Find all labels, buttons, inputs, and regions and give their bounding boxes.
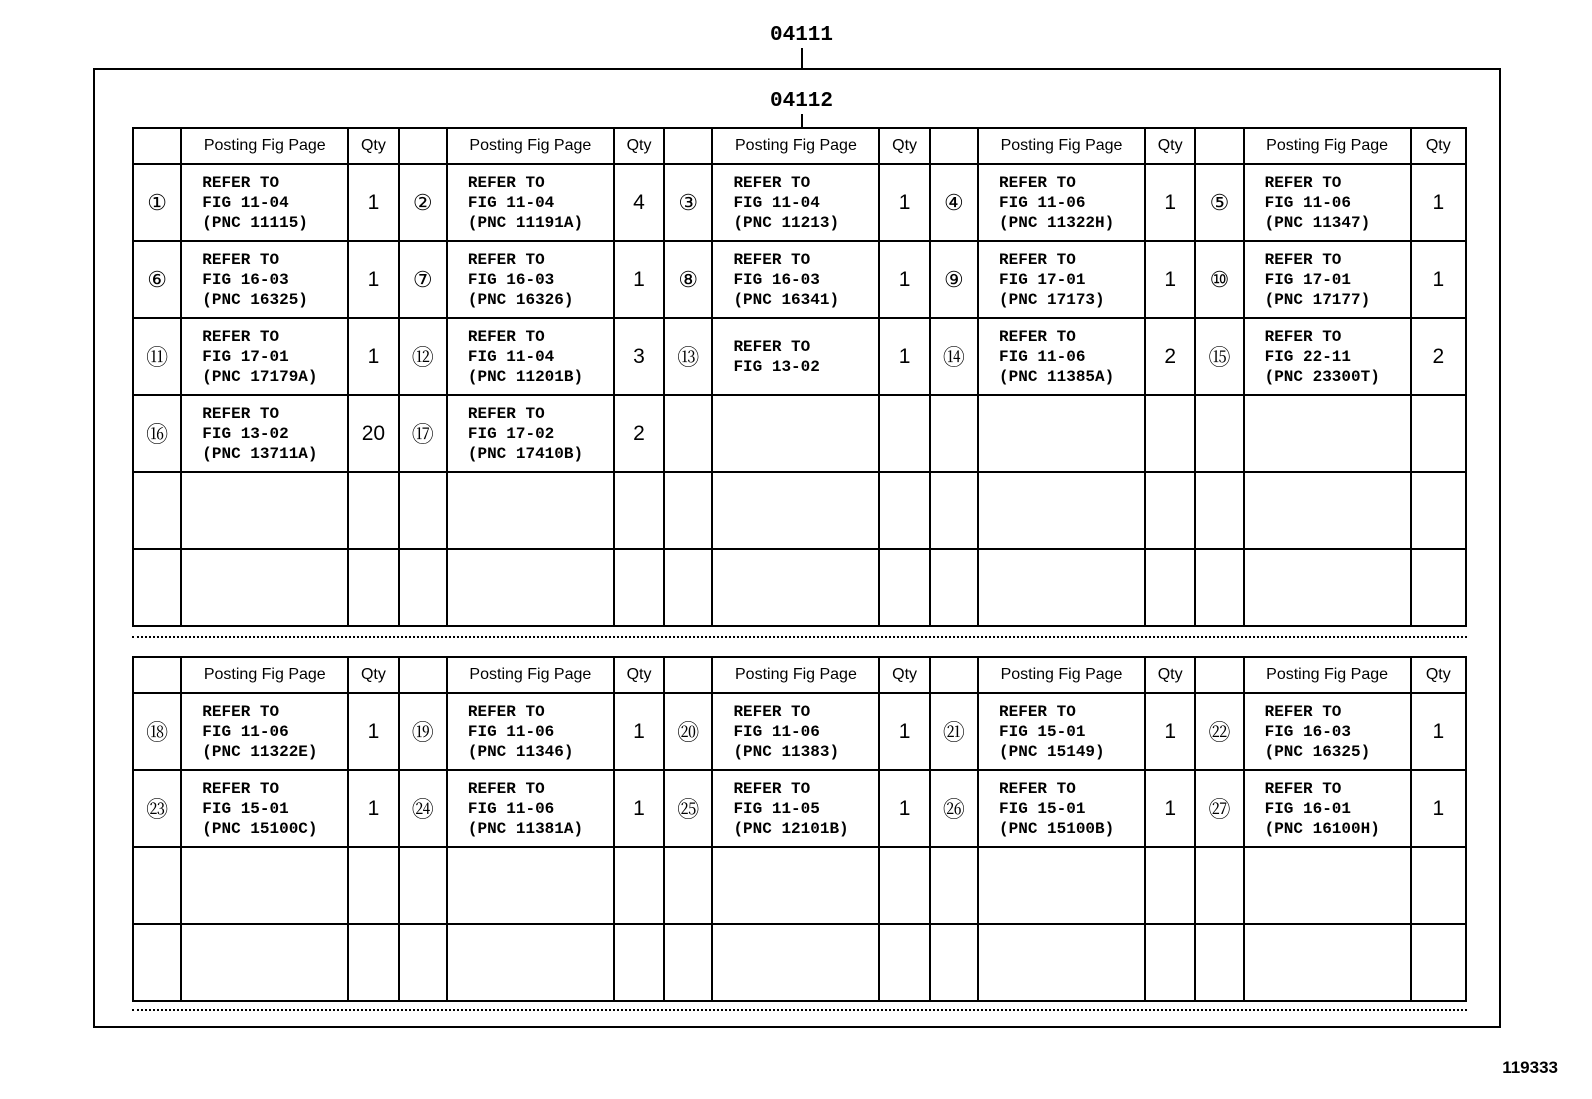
item-qty bbox=[879, 847, 929, 924]
reference-line: FIG 11-04 bbox=[202, 193, 289, 212]
item-number: ㉗ bbox=[1195, 770, 1243, 847]
item-number: ⑬ bbox=[664, 318, 712, 395]
posting-reference bbox=[181, 472, 348, 549]
reference-line: REFER TO bbox=[1264, 779, 1342, 798]
reference-line: (PNC 11115) bbox=[202, 213, 308, 232]
reference-line: FIG 15-01 bbox=[202, 799, 289, 818]
item-number: ⑦ bbox=[399, 241, 447, 318]
item-qty: 1 bbox=[348, 770, 398, 847]
posting-reference bbox=[1244, 549, 1411, 626]
item-number bbox=[930, 847, 978, 924]
reference-line: (PNC 23300T) bbox=[1264, 367, 1380, 386]
posting-reference bbox=[978, 318, 1145, 395]
reference-line: (PNC 11383) bbox=[733, 742, 840, 761]
item-qty bbox=[1145, 472, 1195, 549]
header-posting-fig-page: Posting Fig Page bbox=[447, 128, 614, 164]
item-qty: 1 bbox=[1145, 693, 1195, 770]
reference-line: FIG 11-06 bbox=[467, 722, 555, 741]
table-header-row bbox=[133, 128, 1466, 164]
item-number: ㉓ bbox=[133, 770, 181, 847]
table-row bbox=[133, 318, 1466, 395]
header-posting-fig-page: Posting Fig Page bbox=[712, 128, 879, 164]
item-number: ㉔ bbox=[399, 770, 447, 847]
header-blank-cell bbox=[399, 128, 447, 164]
table-row bbox=[133, 164, 1466, 241]
posting-reference bbox=[978, 549, 1145, 626]
posting-reference bbox=[447, 847, 614, 924]
posting-reference bbox=[712, 693, 879, 770]
posting-reference bbox=[712, 847, 879, 924]
posting-reference bbox=[447, 924, 614, 1001]
inner-code-leader bbox=[801, 114, 803, 128]
posting-reference bbox=[978, 241, 1145, 318]
posting-reference bbox=[712, 770, 879, 847]
header-blank-cell bbox=[930, 657, 978, 693]
reference-line: FIG 16-03 bbox=[467, 270, 555, 289]
posting-reference bbox=[181, 847, 348, 924]
posting-reference bbox=[447, 395, 614, 472]
item-number bbox=[1195, 549, 1243, 626]
posting-reference bbox=[1244, 241, 1411, 318]
table-row bbox=[133, 472, 1466, 549]
item-number bbox=[664, 549, 712, 626]
posting-reference bbox=[181, 318, 348, 395]
item-qty bbox=[879, 549, 929, 626]
item-qty bbox=[614, 847, 664, 924]
item-number: ① bbox=[133, 164, 181, 241]
reference-line: REFER TO bbox=[202, 702, 280, 721]
posting-reference bbox=[978, 847, 1145, 924]
item-number bbox=[399, 472, 447, 549]
header-posting-fig-page: Posting Fig Page bbox=[1244, 128, 1411, 164]
table-row bbox=[133, 241, 1466, 318]
posting-reference bbox=[712, 924, 879, 1001]
item-qty bbox=[348, 472, 398, 549]
item-number bbox=[1195, 924, 1243, 1001]
item-number bbox=[930, 924, 978, 1001]
table-row bbox=[133, 770, 1466, 847]
item-qty: 2 bbox=[1411, 318, 1466, 395]
reference-line: FIG 11-06 bbox=[733, 722, 820, 741]
item-number bbox=[133, 549, 181, 626]
posting-reference bbox=[447, 164, 614, 241]
header-blank-cell bbox=[664, 657, 712, 693]
posting-reference bbox=[181, 770, 348, 847]
inner-code-label: 04112 bbox=[770, 90, 834, 113]
reference-line: REFER TO bbox=[999, 327, 1076, 346]
posting-reference bbox=[978, 924, 1145, 1001]
item-qty bbox=[614, 472, 664, 549]
posting-reference bbox=[1244, 847, 1411, 924]
reference-line: (PNC 15100C) bbox=[202, 819, 318, 838]
item-qty bbox=[1411, 924, 1466, 1001]
reference-line: (PNC 11201B) bbox=[467, 367, 584, 386]
posting-reference bbox=[181, 395, 348, 472]
reference-line: REFER TO bbox=[467, 250, 545, 269]
item-number: ③ bbox=[664, 164, 712, 241]
item-qty: 1 bbox=[879, 770, 929, 847]
item-number bbox=[399, 847, 447, 924]
item-number: ⑰ bbox=[399, 395, 447, 472]
reference-line: FIG 15-01 bbox=[999, 799, 1086, 818]
reference-line: REFER TO bbox=[733, 337, 811, 356]
item-qty bbox=[1411, 549, 1466, 626]
header-qty: Qty bbox=[1411, 657, 1466, 693]
item-number: ㉒ bbox=[1195, 693, 1243, 770]
table-row bbox=[133, 395, 1466, 472]
posting-reference bbox=[447, 241, 614, 318]
posting-reference bbox=[1244, 472, 1411, 549]
top-code-label: 04111 bbox=[770, 24, 834, 47]
item-number: ⑨ bbox=[930, 241, 978, 318]
item-number bbox=[133, 847, 181, 924]
item-qty: 3 bbox=[614, 318, 664, 395]
reference-line: REFER TO bbox=[999, 779, 1076, 798]
item-number bbox=[133, 472, 181, 549]
item-qty bbox=[879, 472, 929, 549]
item-qty: 20 bbox=[348, 395, 398, 472]
item-number: ⑩ bbox=[1195, 241, 1243, 318]
posting-reference bbox=[1244, 693, 1411, 770]
header-posting-fig-page: Posting Fig Page bbox=[1244, 657, 1411, 693]
table-row bbox=[133, 549, 1466, 626]
table-divider bbox=[132, 636, 1467, 638]
item-qty: 1 bbox=[1145, 770, 1195, 847]
header-posting-fig-page: Posting Fig Page bbox=[181, 657, 348, 693]
kit-table-lower bbox=[132, 656, 1467, 1002]
posting-reference bbox=[181, 164, 348, 241]
reference-line: FIG 11-06 bbox=[467, 799, 555, 818]
item-qty: 1 bbox=[614, 770, 664, 847]
item-number: ㉑ bbox=[930, 693, 978, 770]
item-number: ⑲ bbox=[399, 693, 447, 770]
header-qty: Qty bbox=[1145, 657, 1195, 693]
reference-line: REFER TO bbox=[202, 173, 280, 192]
item-number: ⑱ bbox=[133, 693, 181, 770]
posting-reference bbox=[1244, 924, 1411, 1001]
reference-line: (PNC 11322E) bbox=[202, 742, 318, 761]
item-qty: 1 bbox=[614, 241, 664, 318]
posting-reference bbox=[712, 472, 879, 549]
header-blank-cell bbox=[1195, 657, 1243, 693]
item-number bbox=[133, 924, 181, 1001]
item-qty bbox=[348, 924, 398, 1001]
item-number: ② bbox=[399, 164, 447, 241]
reference-line: (PNC 15100B) bbox=[999, 819, 1115, 838]
item-qty bbox=[1145, 549, 1195, 626]
item-number: ⑮ bbox=[1195, 318, 1243, 395]
item-number: ⑧ bbox=[664, 241, 712, 318]
posting-reference bbox=[181, 693, 348, 770]
reference-line: (PNC 11213) bbox=[733, 213, 840, 232]
reference-line: FIG 11-06 bbox=[999, 193, 1086, 212]
reference-line: FIG 11-04 bbox=[467, 347, 555, 366]
reference-line: FIG 16-01 bbox=[1264, 799, 1352, 818]
reference-line: FIG 17-01 bbox=[999, 270, 1086, 289]
item-qty bbox=[879, 395, 929, 472]
header-posting-fig-page: Posting Fig Page bbox=[447, 657, 614, 693]
table-row bbox=[133, 924, 1466, 1001]
item-qty: 1 bbox=[879, 318, 929, 395]
item-number: ⑪ bbox=[133, 318, 181, 395]
item-qty: 1 bbox=[879, 241, 929, 318]
reference-line: FIG 22-11 bbox=[1264, 347, 1352, 366]
reference-line: REFER TO bbox=[1264, 327, 1342, 346]
reference-line: FIG 11-04 bbox=[733, 193, 820, 212]
header-blank-cell bbox=[399, 657, 447, 693]
reference-line: (PNC 16326) bbox=[467, 290, 574, 309]
item-qty bbox=[348, 549, 398, 626]
item-number bbox=[930, 395, 978, 472]
reference-line: REFER TO bbox=[999, 173, 1076, 192]
item-qty: 1 bbox=[614, 693, 664, 770]
item-number: ⑭ bbox=[930, 318, 978, 395]
table-header-row bbox=[133, 657, 1466, 693]
item-qty: 1 bbox=[879, 164, 929, 241]
item-number bbox=[664, 847, 712, 924]
top-code-leader bbox=[801, 48, 803, 68]
item-number bbox=[930, 472, 978, 549]
posting-reference bbox=[447, 549, 614, 626]
item-qty: 1 bbox=[348, 241, 398, 318]
posting-reference bbox=[978, 472, 1145, 549]
item-number: ⑤ bbox=[1195, 164, 1243, 241]
reference-line: (PNC 11322H) bbox=[999, 213, 1115, 232]
item-number: ⑫ bbox=[399, 318, 447, 395]
reference-line: FIG 13-02 bbox=[202, 424, 289, 443]
table-row bbox=[133, 693, 1466, 770]
posting-reference bbox=[1244, 318, 1411, 395]
item-qty bbox=[1411, 847, 1466, 924]
item-qty: 4 bbox=[614, 164, 664, 241]
item-qty bbox=[1145, 924, 1195, 1001]
reference-line: (PNC 17173) bbox=[999, 290, 1105, 309]
item-qty: 1 bbox=[348, 318, 398, 395]
reference-line: FIG 16-03 bbox=[733, 270, 820, 289]
reference-line: (PNC 16325) bbox=[1264, 742, 1371, 761]
item-number bbox=[664, 472, 712, 549]
header-qty: Qty bbox=[879, 657, 929, 693]
item-qty: 1 bbox=[879, 693, 929, 770]
reference-line: (PNC 17410B) bbox=[467, 444, 584, 463]
reference-line: REFER TO bbox=[733, 779, 811, 798]
reference-line: FIG 16-03 bbox=[1264, 722, 1352, 741]
item-qty: 1 bbox=[1145, 164, 1195, 241]
reference-line: (PNC 17177) bbox=[1264, 290, 1371, 309]
reference-line: (PNC 17179A) bbox=[202, 367, 318, 386]
reference-line: (PNC 11385A) bbox=[999, 367, 1115, 386]
reference-line: FIG 11-06 bbox=[999, 347, 1086, 366]
reference-line: (PNC 11346) bbox=[467, 742, 574, 761]
item-number: ⑥ bbox=[133, 241, 181, 318]
posting-reference bbox=[181, 241, 348, 318]
reference-line: FIG 17-01 bbox=[1264, 270, 1352, 289]
reference-line: (PNC 13711A) bbox=[202, 444, 318, 463]
item-number bbox=[399, 924, 447, 1001]
reference-line: FIG 16-03 bbox=[202, 270, 289, 289]
item-qty: 2 bbox=[1145, 318, 1195, 395]
item-qty: 1 bbox=[348, 693, 398, 770]
posting-reference bbox=[447, 318, 614, 395]
posting-reference bbox=[447, 770, 614, 847]
posting-reference bbox=[1244, 770, 1411, 847]
reference-line: REFER TO bbox=[467, 779, 545, 798]
item-qty: 2 bbox=[614, 395, 664, 472]
reference-line: REFER TO bbox=[467, 327, 545, 346]
reference-line: REFER TO bbox=[733, 702, 811, 721]
item-number bbox=[1195, 847, 1243, 924]
header-blank-cell bbox=[133, 128, 181, 164]
item-number: ㉕ bbox=[664, 770, 712, 847]
posting-reference bbox=[447, 472, 614, 549]
header-qty: Qty bbox=[348, 657, 398, 693]
header-posting-fig-page: Posting Fig Page bbox=[181, 128, 348, 164]
table-divider bbox=[132, 1009, 1467, 1011]
reference-line: REFER TO bbox=[202, 779, 280, 798]
reference-line: REFER TO bbox=[202, 327, 280, 346]
reference-line: (PNC 11381A) bbox=[467, 819, 584, 838]
item-qty bbox=[1145, 847, 1195, 924]
header-posting-fig-page: Posting Fig Page bbox=[978, 128, 1145, 164]
item-qty bbox=[614, 924, 664, 1001]
item-qty: 1 bbox=[1411, 164, 1466, 241]
reference-line: FIG 11-04 bbox=[467, 193, 555, 212]
reference-line: REFER TO bbox=[999, 250, 1076, 269]
item-number bbox=[930, 549, 978, 626]
reference-line: FIG 17-01 bbox=[202, 347, 289, 366]
posting-reference bbox=[978, 395, 1145, 472]
posting-reference bbox=[181, 549, 348, 626]
posting-reference bbox=[1244, 395, 1411, 472]
reference-line: REFER TO bbox=[733, 250, 811, 269]
reference-line: REFER TO bbox=[1264, 250, 1342, 269]
reference-line: REFER TO bbox=[999, 702, 1076, 721]
posting-reference bbox=[1244, 164, 1411, 241]
reference-line: REFER TO bbox=[202, 404, 280, 423]
posting-reference bbox=[712, 549, 879, 626]
posting-reference bbox=[978, 164, 1145, 241]
header-qty: Qty bbox=[879, 128, 929, 164]
item-qty: 1 bbox=[1411, 770, 1466, 847]
posting-reference bbox=[978, 693, 1145, 770]
item-number bbox=[664, 395, 712, 472]
item-qty bbox=[348, 847, 398, 924]
item-qty bbox=[879, 924, 929, 1001]
item-qty: 1 bbox=[1411, 241, 1466, 318]
header-blank-cell bbox=[930, 128, 978, 164]
reference-line: (PNC 16325) bbox=[202, 290, 308, 309]
posting-reference bbox=[712, 164, 879, 241]
item-qty: 1 bbox=[1145, 241, 1195, 318]
posting-reference bbox=[447, 693, 614, 770]
item-qty: 1 bbox=[1411, 693, 1466, 770]
posting-reference bbox=[181, 924, 348, 1001]
item-number bbox=[1195, 472, 1243, 549]
reference-line: FIG 15-01 bbox=[999, 722, 1086, 741]
reference-line: (PNC 11347) bbox=[1264, 213, 1371, 232]
header-qty: Qty bbox=[1145, 128, 1195, 164]
reference-line: FIG 11-05 bbox=[733, 799, 820, 818]
item-qty bbox=[614, 549, 664, 626]
posting-reference bbox=[712, 241, 879, 318]
item-number: ⑳ bbox=[664, 693, 712, 770]
header-qty: Qty bbox=[614, 128, 664, 164]
reference-line: FIG 11-06 bbox=[1264, 193, 1352, 212]
reference-line: REFER TO bbox=[1264, 173, 1342, 192]
reference-line: FIG 17-02 bbox=[467, 424, 555, 443]
kit-table-upper bbox=[132, 127, 1467, 627]
item-number bbox=[1195, 395, 1243, 472]
reference-line: REFER TO bbox=[467, 173, 545, 192]
header-blank-cell bbox=[1195, 128, 1243, 164]
header-blank-cell bbox=[664, 128, 712, 164]
header-blank-cell bbox=[133, 657, 181, 693]
document-number: 119333 bbox=[1502, 1058, 1558, 1077]
reference-line: REFER TO bbox=[467, 404, 545, 423]
header-qty: Qty bbox=[614, 657, 664, 693]
item-number bbox=[399, 549, 447, 626]
reference-line: REFER TO bbox=[467, 702, 545, 721]
header-posting-fig-page: Posting Fig Page bbox=[978, 657, 1145, 693]
reference-line: (PNC 12101B) bbox=[733, 819, 849, 838]
reference-line: (PNC 15149) bbox=[999, 742, 1105, 761]
reference-line: (PNC 16100H) bbox=[1264, 819, 1380, 838]
table-row bbox=[133, 847, 1466, 924]
reference-line: REFER TO bbox=[202, 250, 280, 269]
posting-reference bbox=[712, 318, 879, 395]
item-number bbox=[664, 924, 712, 1001]
item-qty bbox=[1145, 395, 1195, 472]
item-number: ⑯ bbox=[133, 395, 181, 472]
reference-line: (PNC 11191A) bbox=[467, 213, 584, 232]
posting-reference bbox=[978, 770, 1145, 847]
item-qty bbox=[1411, 395, 1466, 472]
item-qty bbox=[1411, 472, 1466, 549]
header-qty: Qty bbox=[348, 128, 398, 164]
reference-line: FIG 13-02 bbox=[733, 357, 820, 376]
reference-line: FIG 11-06 bbox=[202, 722, 289, 741]
reference-line: (PNC 16341) bbox=[733, 290, 840, 309]
header-posting-fig-page: Posting Fig Page bbox=[712, 657, 879, 693]
reference-line: REFER TO bbox=[1264, 702, 1342, 721]
posting-reference bbox=[712, 395, 879, 472]
item-number: ④ bbox=[930, 164, 978, 241]
item-qty: 1 bbox=[348, 164, 398, 241]
item-number: ㉖ bbox=[930, 770, 978, 847]
header-qty: Qty bbox=[1411, 128, 1466, 164]
reference-line: REFER TO bbox=[733, 173, 811, 192]
